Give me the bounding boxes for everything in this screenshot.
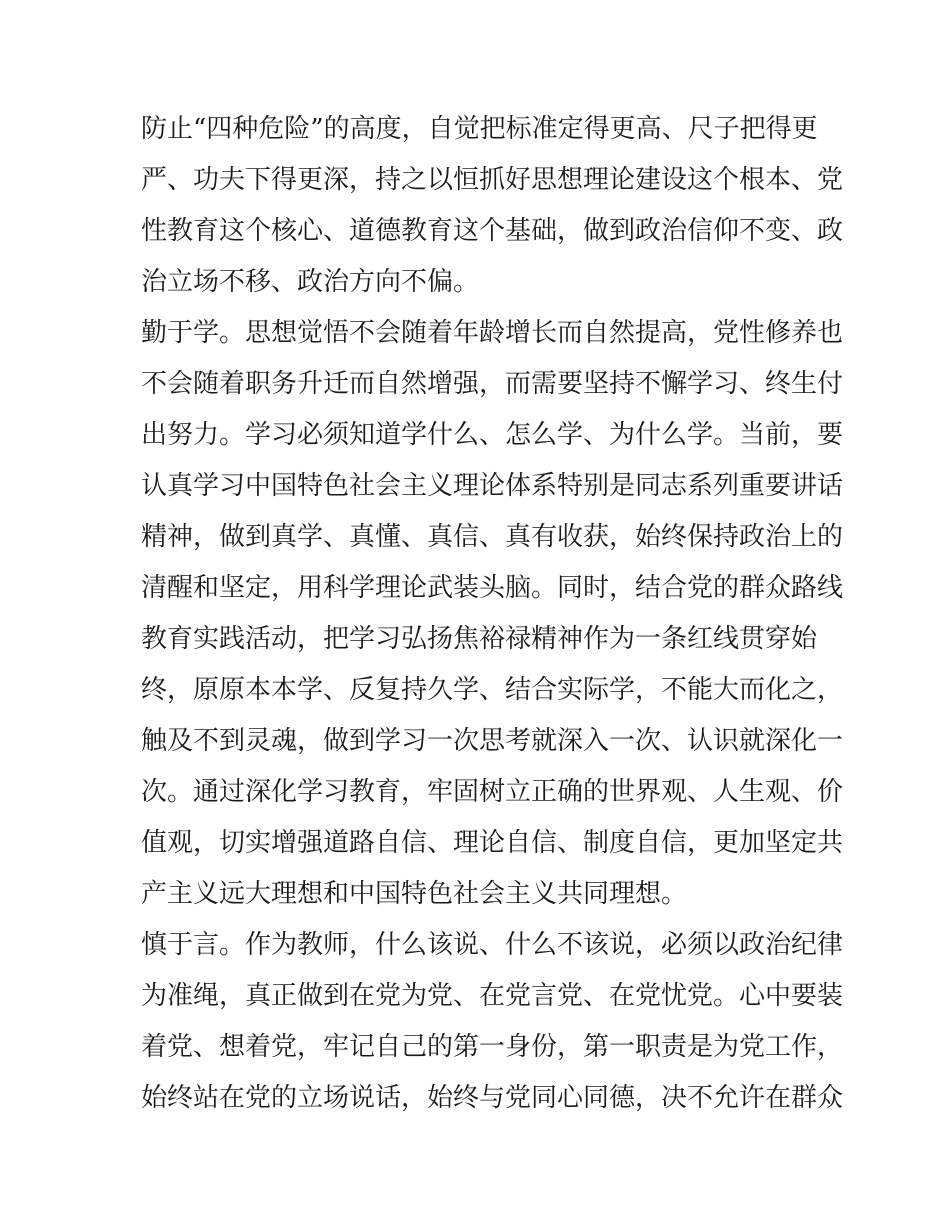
text-line-6: 不会随着职务升迁而自然增强，而需要坚持不懈学习、终生付 [141,369,844,399]
text-line-7: 出努力。学习必须知道学什么、怎么学、为什么学。当前，要 [141,420,844,450]
text-line-11: 教育实践活动，把学习弘扬焦裕禄精神作为一条红线贯穿始 [141,624,818,654]
text-line-2: 严、功夫下得更深，持之以恒抓好思想理论建设这个根本、党 [141,165,844,195]
text-line-4: 治立场不移、政治方向不偏。 [141,267,480,297]
document-body [141,104,844,1124]
text-line-18: 为准绳，真正做到在党为党、在党言党、在党忧党。心中要装 [141,981,844,1011]
text-line-8: 认真学习中国特色社会主义理论体系特别是同志系列重要讲话 [141,471,844,501]
text-line-9: 精神，做到真学、真懂、真信、真有收获，始终保持政治上的 [141,522,844,552]
text-line-5: 勤于学。思想觉悟不会随着年龄增长而自然提高，党性修养也 [141,318,844,348]
text-line-15: 值观，切实增强道路自信、理论自信、制度自信，更加坚定共 [141,828,844,858]
text-line-17: 慎于言。作为教师，什么该说、什么不该说，必须以政治纪律 [141,930,844,960]
text-line-16: 产主义远大理想和中国特色社会主义共同理想。 [141,879,688,909]
text-line-1: 防止“四种危险”的高度，自觉把标准定得更高、尺子把得更 [141,114,818,144]
text-line-20: 始终站在党的立场说话，始终与党同心同德，决不允许在群众 [141,1083,844,1113]
text-line-10: 清醒和坚定，用科学理论武装头脑。同时，结合党的群众路线 [141,573,844,603]
text-line-19: 着党、想着党，牢记自己的第一身份，第一职责是为党工作， [141,1032,844,1062]
text-line-12: 终，原原本本学、反复持久学、结合实际学，不能大而化之， [141,675,844,705]
text-line-3: 性教育这个核心、道德教育这个基础，做到政治信仰不变、政 [141,216,844,246]
text-line-14: 次。通过深化学习教育，牢固树立正确的世界观、人生观、价 [141,777,844,807]
text-line-13: 触及不到灵魂，做到学习一次思考就深入一次、认识就深化一 [141,726,844,756]
